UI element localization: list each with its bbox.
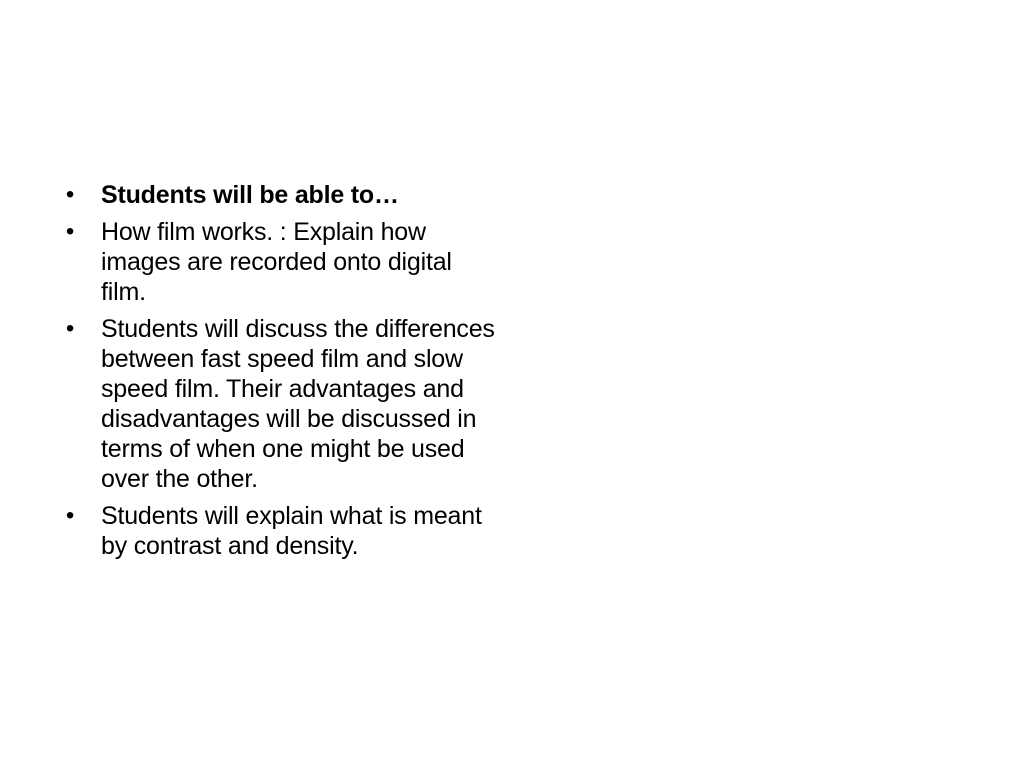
- bullet-item-film-speed: [60, 314, 500, 494]
- bullet-text: Students will explain what is meant by contrast and density.: [101, 502, 482, 560]
- bullet-dot-icon: •: [65, 315, 75, 342]
- bullet-text: Students will be able to…: [101, 181, 399, 209]
- bullet-text: Students will discuss the differences between fast speed film and slow speed film. Their advantages and disadvantages will be discussed in terms of when one might be used over the other.: [101, 315, 495, 493]
- bullet-item-objectives-heading: [60, 180, 500, 210]
- bullet-list: [60, 180, 500, 568]
- bullet-item-contrast-density: [60, 501, 500, 561]
- bullet-item-how-film-works: [60, 217, 500, 307]
- bullet-text: How film works. : Explain how images are recorded onto digital film.: [101, 218, 452, 306]
- bullet-dot-icon: •: [65, 502, 75, 529]
- bullet-dot-icon: •: [65, 218, 75, 245]
- bullet-dot-icon: •: [65, 181, 75, 208]
